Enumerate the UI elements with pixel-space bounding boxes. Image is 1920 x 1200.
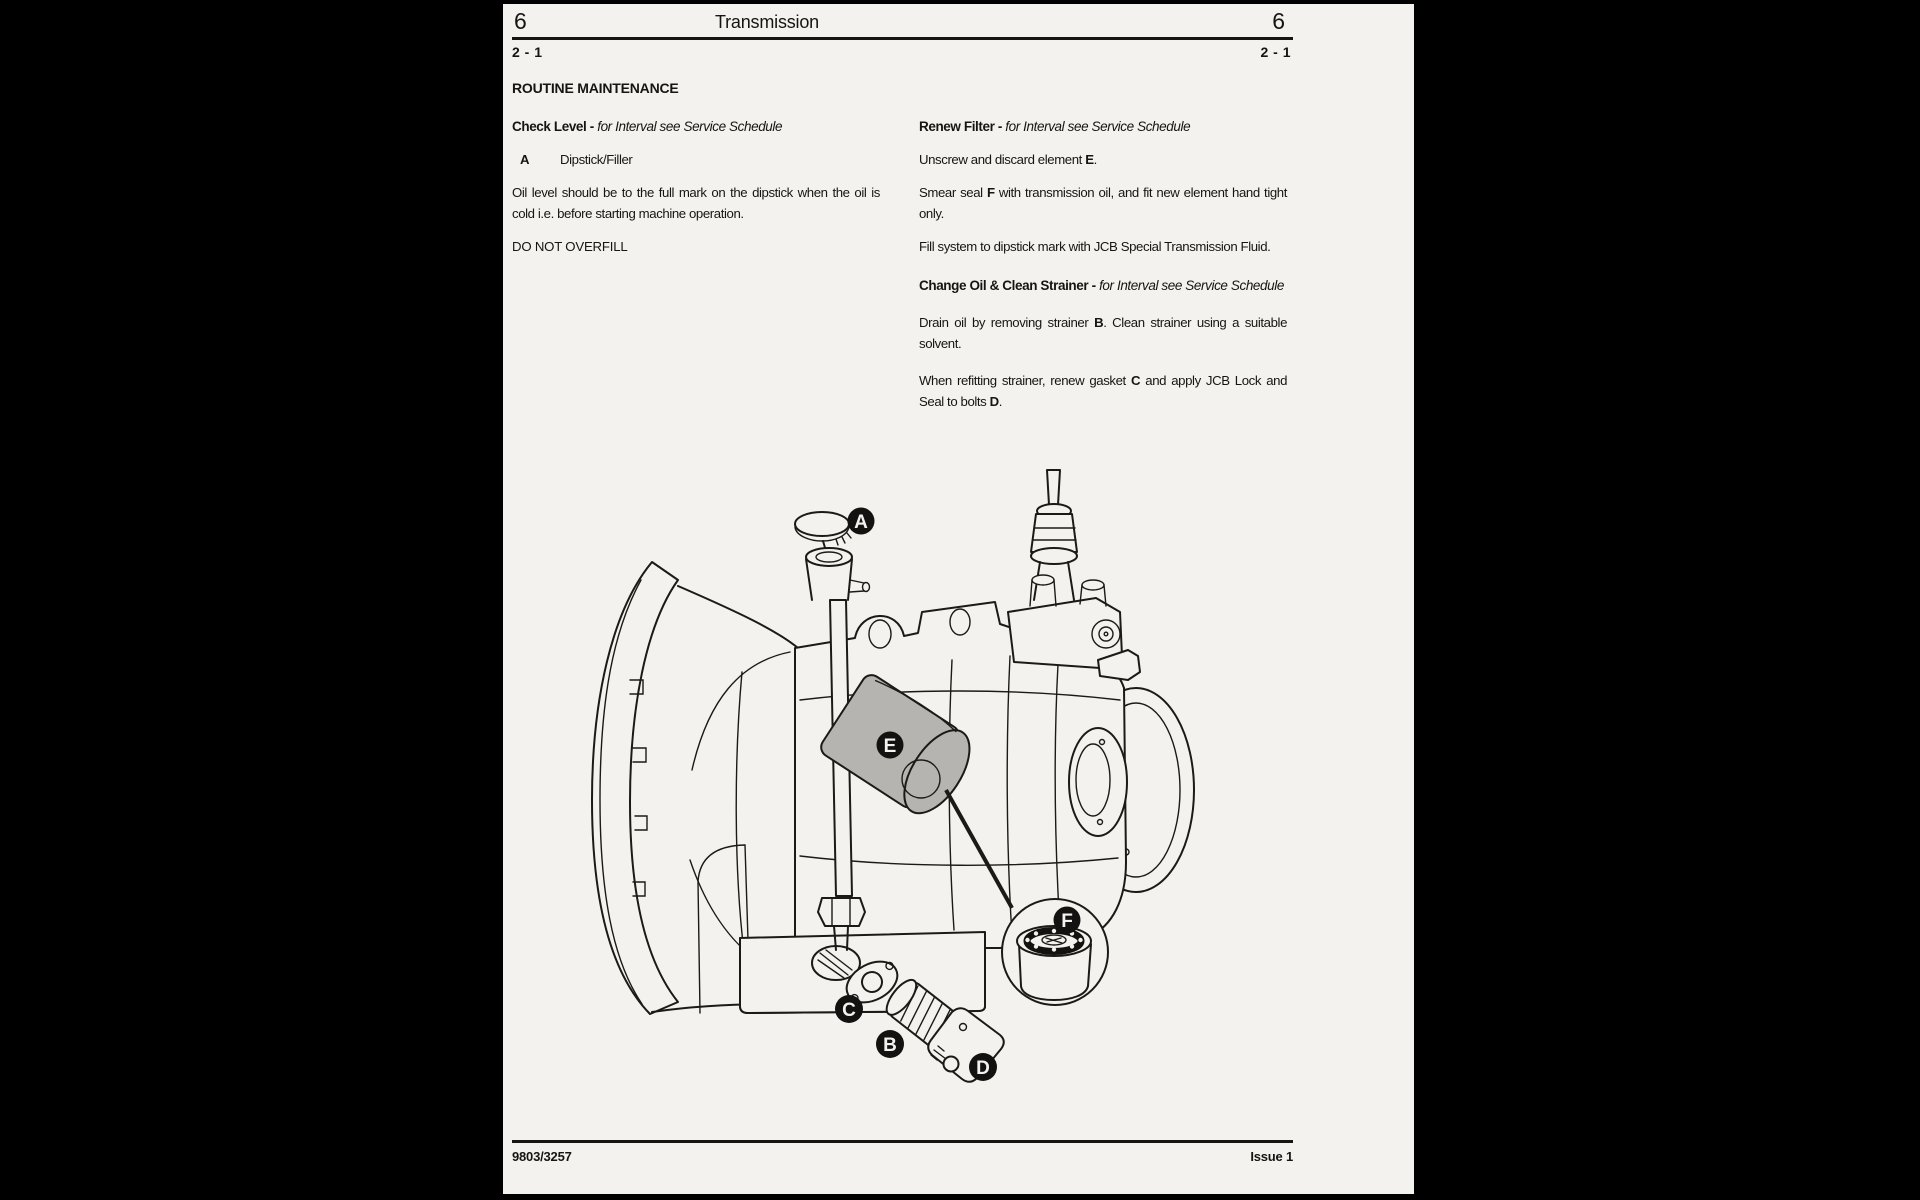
left-column (512, 116, 880, 269)
item-a-row (512, 149, 880, 170)
transmission-diagram (578, 455, 1243, 1105)
fill-system-paragraph: Fill system to dipstick mark with JCB Special Transmission Fluid. (919, 239, 1271, 254)
right-column (919, 116, 1287, 424)
callout-f (1054, 907, 1081, 934)
item-a-letter: A (520, 152, 530, 167)
refit-strainer-paragraph: When refitting strainer, renew gasket C and apply JCB Lock and Seal to bolts D. (919, 373, 1288, 409)
section-number-right: 2 - 1 (1260, 44, 1291, 60)
callout-d (969, 1053, 997, 1081)
page-title: Transmission (715, 12, 819, 32)
breather-assembly (1008, 470, 1140, 680)
change-oil-heading: Change Oil & Clean Strainer - for Interval see Service Schedule (919, 278, 1284, 293)
drain-oil-paragraph: Drain oil by removing strainer B. Clean strainer using a suitable solvent. (919, 315, 1287, 351)
footer-rule (512, 1140, 1293, 1143)
oil-level-paragraph: Oil level should be to the full mark on the dipstick when the oil is cold i.e. before starting machine operation. (512, 185, 880, 221)
svg-text:F: F (1061, 911, 1073, 932)
unscrew-paragraph: Unscrew and discard element E. (919, 152, 1097, 167)
overfill-warning: DO NOT OVERFILL (512, 239, 628, 254)
manual-page (503, 4, 1414, 1194)
page-header (512, 4, 1293, 68)
smear-seal-paragraph: Smear seal F with transmission oil, and fit new element hand tight only. (919, 185, 1287, 221)
drum-hub (1069, 728, 1127, 836)
svg-text:B: B (883, 1035, 897, 1056)
callout-a (848, 508, 875, 535)
issue-label: Issue 1 (1250, 1149, 1293, 1164)
chapter-number-left: 6 (514, 8, 527, 34)
svg-text:D: D (976, 1058, 990, 1079)
callout-b (876, 1030, 904, 1058)
page-footer (512, 1140, 1293, 1164)
header-rule (512, 37, 1293, 40)
callout-e (877, 732, 904, 759)
check-level-heading: Check Level - for Interval see Service Schedule (512, 119, 783, 134)
svg-text:C: C (842, 1000, 856, 1021)
publication-number: 9803/3257 (512, 1149, 572, 1164)
chapter-number-right: 6 (1272, 8, 1285, 34)
item-a-label: Dipstick/Filler (560, 152, 633, 167)
svg-text:A: A (854, 512, 868, 533)
section-number-left: 2 - 1 (512, 44, 543, 60)
callout-c (835, 995, 863, 1023)
section-heading: ROUTINE MAINTENANCE (512, 80, 679, 96)
svg-text:E: E (883, 736, 897, 757)
renew-filter-heading: Renew Filter - for Interval see Service Schedule (919, 119, 1191, 134)
